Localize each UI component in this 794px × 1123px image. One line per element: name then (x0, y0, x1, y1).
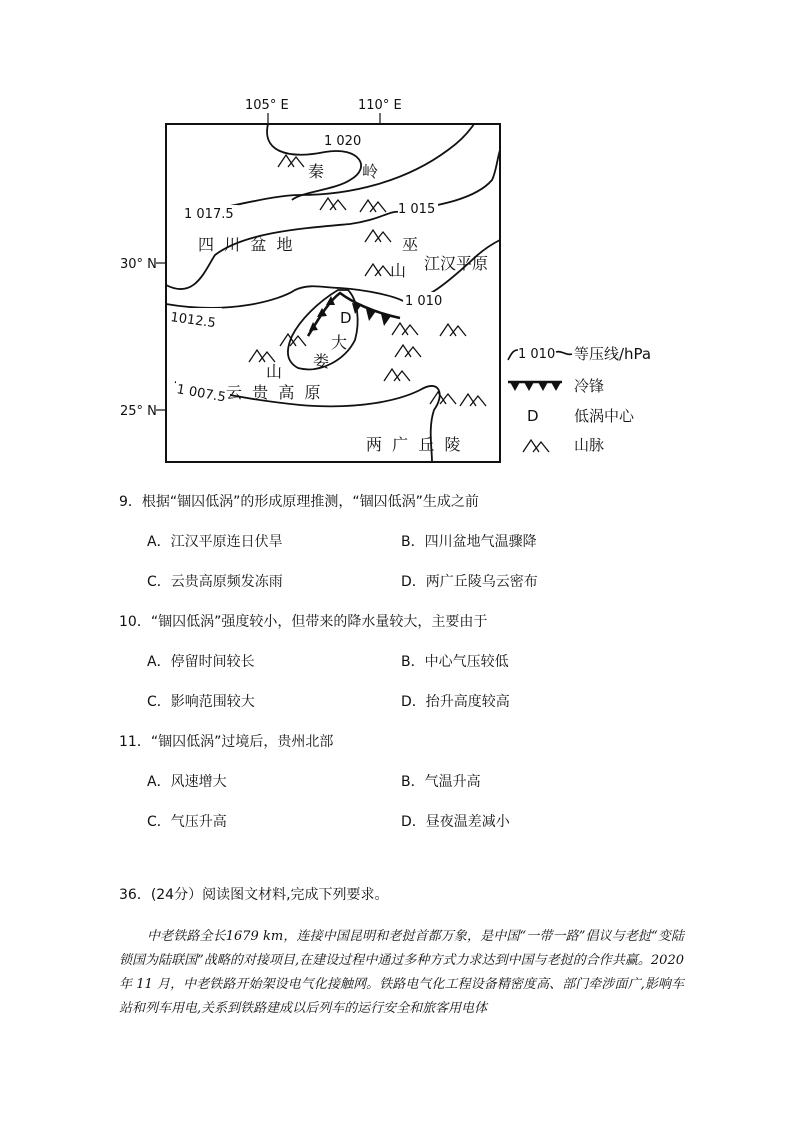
place-lou-shan: 山 (266, 362, 283, 381)
place-da: 大 (331, 333, 348, 352)
question-11-option-d[interactable]: D．昼夜温差减小 (401, 814, 510, 830)
legend (508, 345, 651, 454)
place-jianghan: 江汉平原 (424, 254, 489, 273)
lon-label-105: 105° E (245, 98, 289, 113)
isobar-label-1020: 1 020 (324, 134, 362, 149)
question-11-option-a[interactable]: A．风速增大 (147, 774, 227, 790)
isobar-label-1012-5: 1012.5 (169, 310, 217, 332)
mountain-icon (249, 350, 275, 362)
mountain-icon (392, 323, 418, 335)
legend-cold-front-icon (508, 382, 562, 391)
lon-label-110: 110° E (358, 98, 402, 113)
legend-isobar-sample: 1 010 (518, 347, 556, 362)
legend-low-symbol: D (527, 407, 539, 425)
mountain-icon (278, 155, 304, 167)
question-9-stem: 9．根据“锢囚低涡”的形成原理推测，“锢囚低涡”生成之前 (119, 494, 479, 510)
isobars (166, 124, 500, 462)
isobar-label-1007-5: 1 007.5 (175, 382, 227, 406)
question-10-option-c[interactable]: C．影响范围较大 (147, 694, 255, 710)
mountain-icon (523, 440, 549, 452)
isobar-label-1017-5: 1 017.5 (184, 207, 234, 222)
isobar-label-1015: 1 015 (398, 202, 436, 217)
mountain-icon (430, 392, 456, 404)
place-shan: 山 (390, 261, 407, 280)
question-10-option-a[interactable]: A．停留时间较长 (147, 654, 255, 670)
mountain-symbols (249, 155, 489, 406)
question-9-option-d[interactable]: D．两广丘陵乌云密布 (401, 574, 538, 590)
question-11-option-c[interactable]: C．气压升高 (147, 814, 227, 830)
mountain-icon (360, 200, 386, 212)
mountain-icon (384, 369, 410, 381)
mountain-icon (365, 230, 391, 242)
place-qin: 秦 (308, 162, 325, 181)
isobar-label-1010: 1 010 (405, 294, 443, 309)
mountain-icon (365, 264, 391, 276)
legend-isobar-text: 等压线/hPa (574, 345, 652, 363)
question-36-heading: 36．(24分）阅读图文材料,完成下列要求。 (119, 887, 389, 903)
question-9-option-c[interactable]: C．云贵高原频发冻雨 (147, 574, 283, 590)
question-10-option-d[interactable]: D．抬升高度较高 (401, 694, 510, 710)
mountain-icon (460, 394, 486, 406)
legend-low-text: 低涡中心 (574, 407, 635, 425)
question-11-option-b[interactable]: B．气温升高 (401, 774, 481, 790)
place-wu: 巫 (402, 235, 419, 254)
mountain-icon (440, 324, 466, 336)
mountain-icon (320, 198, 346, 210)
material-paragraph: 中老铁路全长1679 km，连接中国昆明和老挝首都万象，是中国“一带一路”倡议与老挝“变陆锁国为陆联国”战略的对接项目,在建设过程中通过多种方式力求达到中国与老挝的合作共赢。2020 年 11 月，中老铁路开始架设电气化接触网。铁路电气化工程设备精密度高、部门牵涉面广,影响车站和列车用电,关系到铁路建成以后列车的运行安全和旅客用电体 (119, 929, 685, 1016)
lat-label-30: 30° N (120, 257, 157, 272)
lat-label-25: 25° N (120, 404, 157, 419)
place-lou: 娄 (313, 352, 330, 371)
legend-isobar-line (508, 350, 518, 360)
question-36-material (119, 925, 684, 1021)
place-yungui: 云 贵 高 原 (226, 383, 321, 402)
question-10-option-b[interactable]: B．中心气压较低 (401, 654, 509, 670)
weather-map (0, 0, 794, 470)
mountain-icon (395, 345, 421, 357)
legend-mountain-text: 山脉 (574, 436, 605, 454)
place-lianggang: 两 广 丘 陵 (366, 435, 461, 454)
question-10-stem: 10．“锢囚低涡”强度较小，但带来的降水量较大，主要由于 (119, 614, 488, 630)
place-sichuan-basin: 四 川 盆 地 (198, 235, 293, 254)
low-center-label: D (340, 309, 352, 327)
place-ling: 岭 (362, 162, 379, 181)
question-11-stem: 11．“锢囚低涡”过境后，贵州北部 (119, 734, 334, 750)
legend-cold-front-text: 冷锋 (574, 377, 605, 395)
question-9-option-a[interactable]: A．江汉平原连日伏旱 (147, 534, 283, 550)
question-9-option-b[interactable]: B．四川盆地气温骤降 (401, 534, 537, 550)
